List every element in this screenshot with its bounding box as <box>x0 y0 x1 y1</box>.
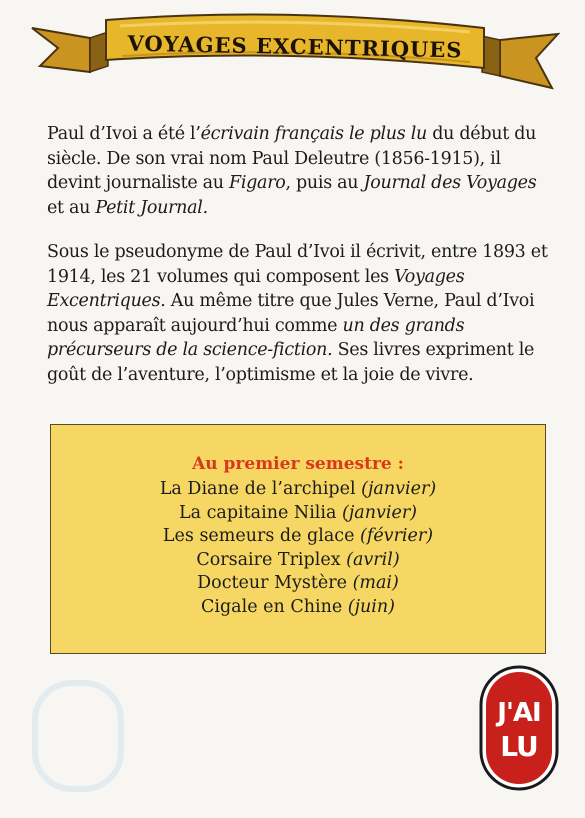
text: Sous le pseudonyme de Paul d’Ivoi il écrivit, entre 1893 et 1914, les 21 volumes qui composent les <box>47 242 548 287</box>
text: , puis au <box>285 173 364 193</box>
list-item <box>51 549 545 573</box>
book-title: Cigale en Chine <box>200 596 343 617</box>
emphasis: un des grands précurseurs de la science-fiction. <box>47 315 465 360</box>
list-item <box>51 478 545 502</box>
watermark-logo <box>32 680 124 792</box>
book-month: (juin) <box>347 596 396 617</box>
list-item <box>51 502 545 526</box>
book-month: (janvier) <box>342 502 418 523</box>
emphasis: Journal des Voyages <box>363 173 537 193</box>
text: et au <box>47 197 96 218</box>
schedule-box <box>50 424 546 654</box>
book-title: Docteur Mystère <box>197 573 347 593</box>
banner <box>30 10 560 100</box>
text: Ses livres expriment le goût de l’aventure, l’optimisme et la joie de vivre. <box>47 340 535 385</box>
schedule-list <box>51 478 545 619</box>
intro-paragraph-2 <box>47 240 557 387</box>
list-item <box>51 572 545 596</box>
text: Au même titre que Jules Verne, Paul d’Ivoi nous apparaît aujourd’hui comme <box>47 291 535 336</box>
book-month: (février) <box>360 526 434 546</box>
banner-title: VOYAGES EXCENTRIQUES <box>127 30 463 63</box>
book-title: La capitaine Nilia <box>178 502 337 523</box>
book-month: (mai) <box>352 573 399 593</box>
text: Paul d’Ivoi a été l’ <box>47 124 201 144</box>
list-item <box>51 525 545 549</box>
book-title: Corsaire Triplex <box>196 549 341 570</box>
emphasis: Voyages Excentriques. <box>47 266 465 311</box>
text: du début du siècle. De son vrai nom Paul Deleutre (1856-1915), il devint journaliste au <box>47 124 537 193</box>
logo-line-2: LU <box>500 730 538 763</box>
schedule-heading: Au premier semestre : <box>192 454 404 474</box>
logo-shape <box>478 664 560 792</box>
book-title: Les semeurs de glace <box>162 526 355 546</box>
intro-paragraph-1 <box>47 122 557 220</box>
publisher-logo <box>478 664 560 792</box>
book-month: (janvier) <box>361 479 437 499</box>
book-month: (avril) <box>346 549 400 570</box>
book-title: La Diane de l’archipel <box>159 479 356 499</box>
emphasis: Petit Journal. <box>95 197 208 218</box>
emphasis: écrivain français le plus lu <box>200 124 427 144</box>
list-item <box>51 596 545 620</box>
logo-line-1: J'AI <box>497 698 541 728</box>
emphasis: Figaro <box>229 173 286 193</box>
